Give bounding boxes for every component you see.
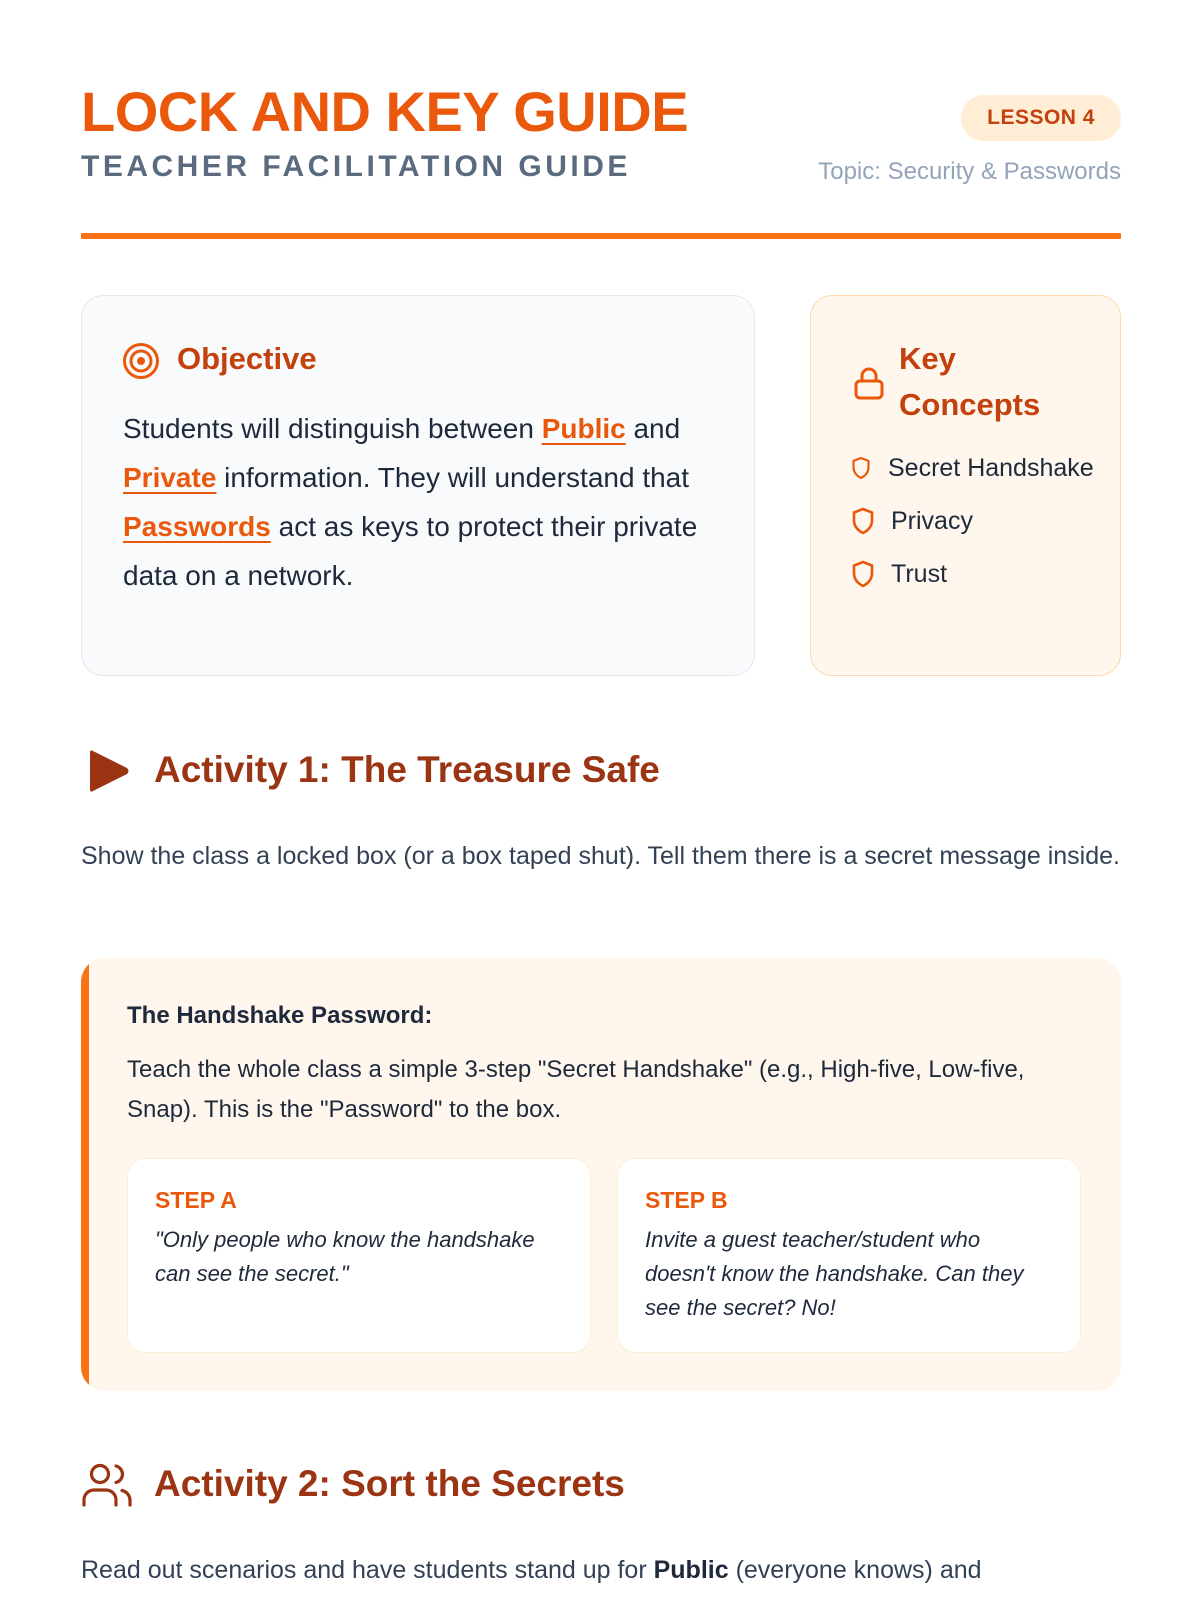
shield-icon <box>851 507 875 535</box>
objective-text-part: information. They will understand that <box>216 462 690 493</box>
play-icon <box>86 746 132 796</box>
activity-2-text-part: Read out scenarios and have students stand up for <box>81 1556 654 1584</box>
target-icon <box>122 342 160 380</box>
concept-item <box>851 554 1101 594</box>
concept-label: Secret Handshake <box>888 454 1094 482</box>
step-a-text: "Only people who know the handshake can see the secret." <box>155 1227 535 1286</box>
step-b-card <box>617 1158 1081 1353</box>
shield-icon <box>851 456 871 480</box>
activity-2-heading: Activity 2: Sort the Secrets <box>154 1463 625 1504</box>
guide-header <box>81 78 1121 243</box>
objective-text <box>123 404 723 600</box>
key-concepts-heading: Key Concepts <box>899 341 1041 422</box>
handshake-callout <box>81 958 1121 1391</box>
objective-text-part: Students will distinguish between <box>123 413 542 444</box>
users-icon <box>81 1460 133 1510</box>
step-b-text: Invite a guest teacher/student who doesn't know the handshake. Can they see the secret? No! <box>645 1227 1024 1320</box>
shield-icon <box>851 560 875 588</box>
guide-subtitle: TEACHER FACILITATION GUIDE <box>81 150 631 183</box>
concept-item <box>851 448 1101 488</box>
objective-text-part: act as keys to protect their private data on a network. <box>123 511 698 591</box>
step-a-label: STEP A <box>155 1187 237 1213</box>
lock-icon <box>853 366 885 400</box>
concept-list <box>851 448 1101 607</box>
public-emphasis: Public <box>653 1556 729 1584</box>
concept-item <box>851 501 1101 541</box>
guide-title: LOCK AND KEY GUIDE <box>81 80 689 143</box>
lesson-badge: LESSON 4 <box>961 95 1121 141</box>
objective-text-part: and <box>625 413 681 444</box>
activity-2-text-part: (everyone knows) and <box>728 1556 982 1584</box>
step-a-card <box>127 1158 591 1353</box>
key-concepts-card <box>810 295 1121 676</box>
callout-title: The Handshake Password: <box>127 1002 433 1029</box>
callout-text: Teach the whole class a simple 3-step "Secret Handshake" (e.g., High-five, Low-five, Snap). This is the "Password" to the box. <box>127 1056 1025 1123</box>
activity-1-heading: Activity 1: The Treasure Safe <box>154 749 660 790</box>
concept-label: Privacy <box>891 507 973 535</box>
activity-2-text <box>81 1550 1121 1590</box>
activity-1-text: Show the class a locked box (or a box taped shut). Tell them there is a secret message inside. <box>81 842 1120 870</box>
keyword-passwords: Passwords <box>123 511 271 542</box>
step-b-label: STEP B <box>645 1187 728 1213</box>
concept-label: Trust <box>891 560 948 588</box>
objective-heading: Objective <box>177 341 317 376</box>
topic-label: Topic: Security & Passwords <box>818 158 1121 185</box>
header-divider <box>81 233 1121 239</box>
objective-card <box>81 295 755 676</box>
keyword-private: Private <box>123 462 217 493</box>
callout-accent-bar <box>81 958 89 1391</box>
keyword-public: Public <box>541 413 626 444</box>
